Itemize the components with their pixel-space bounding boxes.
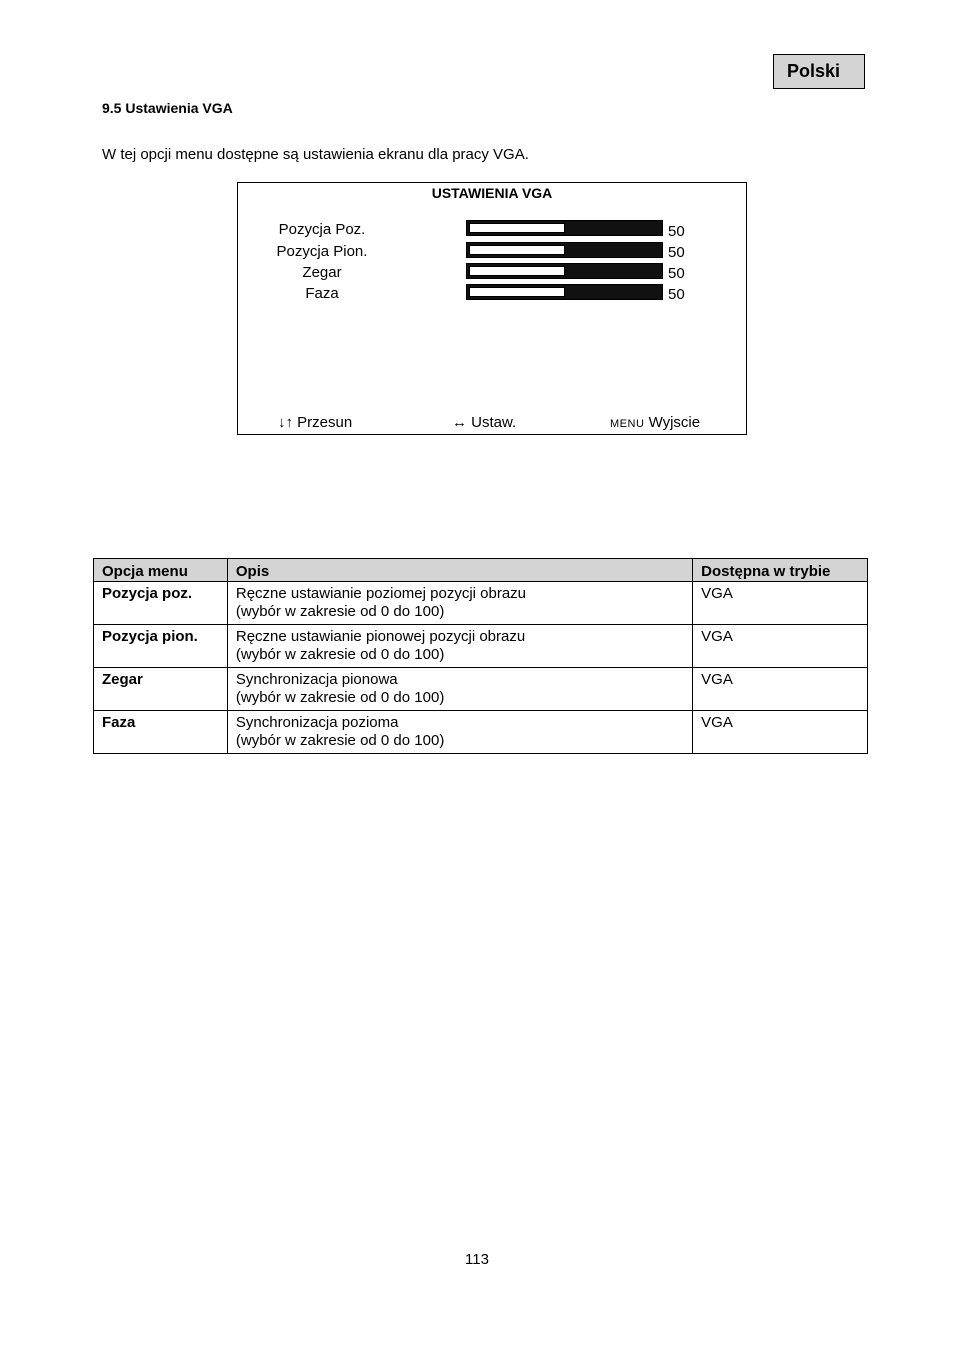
column-header: Dostępna w trybie [693, 559, 868, 582]
options-table [93, 558, 868, 754]
table-header-row [94, 559, 868, 582]
option-name-cell: Pozycja poz. [94, 582, 228, 625]
table-row [94, 711, 868, 754]
description-cell [227, 625, 692, 668]
description-line: Synchronizacja pozioma [235, 714, 399, 731]
description-line: Ręczne ustawianie pionowej pozycji obrazu [235, 628, 526, 645]
osd-slider-bar [466, 284, 663, 300]
description-line: (wybór w zakresie od 0 do 100) [235, 646, 445, 663]
osd-slider-bar [466, 242, 663, 258]
description-line: (wybór w zakresie od 0 do 100) [235, 603, 445, 620]
section-title: 9.5 Ustawienia VGA [102, 100, 233, 116]
osd-slider-fill [469, 266, 565, 276]
description-cell [227, 582, 692, 625]
column-header: Opis [227, 559, 692, 582]
osd-item-label: Pozycja Pion. [276, 243, 368, 260]
intro-paragraph: W tej opcji menu dostępne są ustawienia ekranu dla pracy VGA. [102, 146, 529, 163]
option-name-cell: Zegar [94, 668, 228, 711]
osd-slider-bar [466, 220, 663, 236]
mode-cell: VGA [693, 668, 868, 711]
osd-title: USTAWIENIA VGA [431, 185, 553, 201]
osd-slider-bar [466, 263, 663, 279]
up-down-arrows-icon: ↓↑ [278, 414, 293, 431]
description-line: (wybór w zakresie od 0 do 100) [235, 689, 445, 706]
table-row [94, 625, 868, 668]
osd-footer-exit [610, 414, 700, 431]
osd-item-value: 50 [668, 223, 685, 240]
osd-item-value: 50 [668, 286, 685, 303]
osd-menu-screen [237, 182, 747, 435]
description-line: (wybór w zakresie od 0 do 100) [235, 732, 445, 749]
mode-cell: VGA [693, 582, 868, 625]
osd-slider-fill [469, 287, 565, 297]
osd-footer-move-label: Przesun [297, 414, 353, 431]
language-badge: Polski [773, 54, 865, 89]
description-line: Synchronizacja pionowa [235, 671, 398, 688]
osd-item-value: 50 [668, 244, 685, 261]
table-row [94, 582, 868, 625]
description-cell [227, 668, 692, 711]
osd-item-label: Zegar [302, 264, 342, 281]
table-row [94, 668, 868, 711]
osd-footer-exit-label: Wyjscie [648, 414, 701, 431]
osd-item-value: 50 [668, 265, 685, 282]
column-header: Opcja menu [94, 559, 228, 582]
osd-slider-fill [469, 223, 565, 233]
description-cell [227, 711, 692, 754]
osd-footer-move [278, 414, 352, 431]
osd-slider-fill [469, 245, 565, 255]
osd-footer-adjust-label: Ustaw. [471, 414, 517, 431]
left-right-arrow-icon: ↔ [452, 414, 467, 431]
osd-item-label: Pozycja Poz. [278, 221, 366, 238]
mode-cell: VGA [693, 711, 868, 754]
option-name-cell: Faza [94, 711, 228, 754]
option-name-cell: Pozycja pion. [94, 625, 228, 668]
mode-cell: VGA [693, 625, 868, 668]
osd-item-label: Faza [305, 285, 339, 302]
osd-footer-adjust [452, 414, 516, 431]
description-line: Ręczne ustawianie poziomej pozycji obrazu [235, 585, 527, 602]
menu-key-label: MENU [610, 418, 645, 430]
page-number: 113 [465, 1251, 489, 1268]
